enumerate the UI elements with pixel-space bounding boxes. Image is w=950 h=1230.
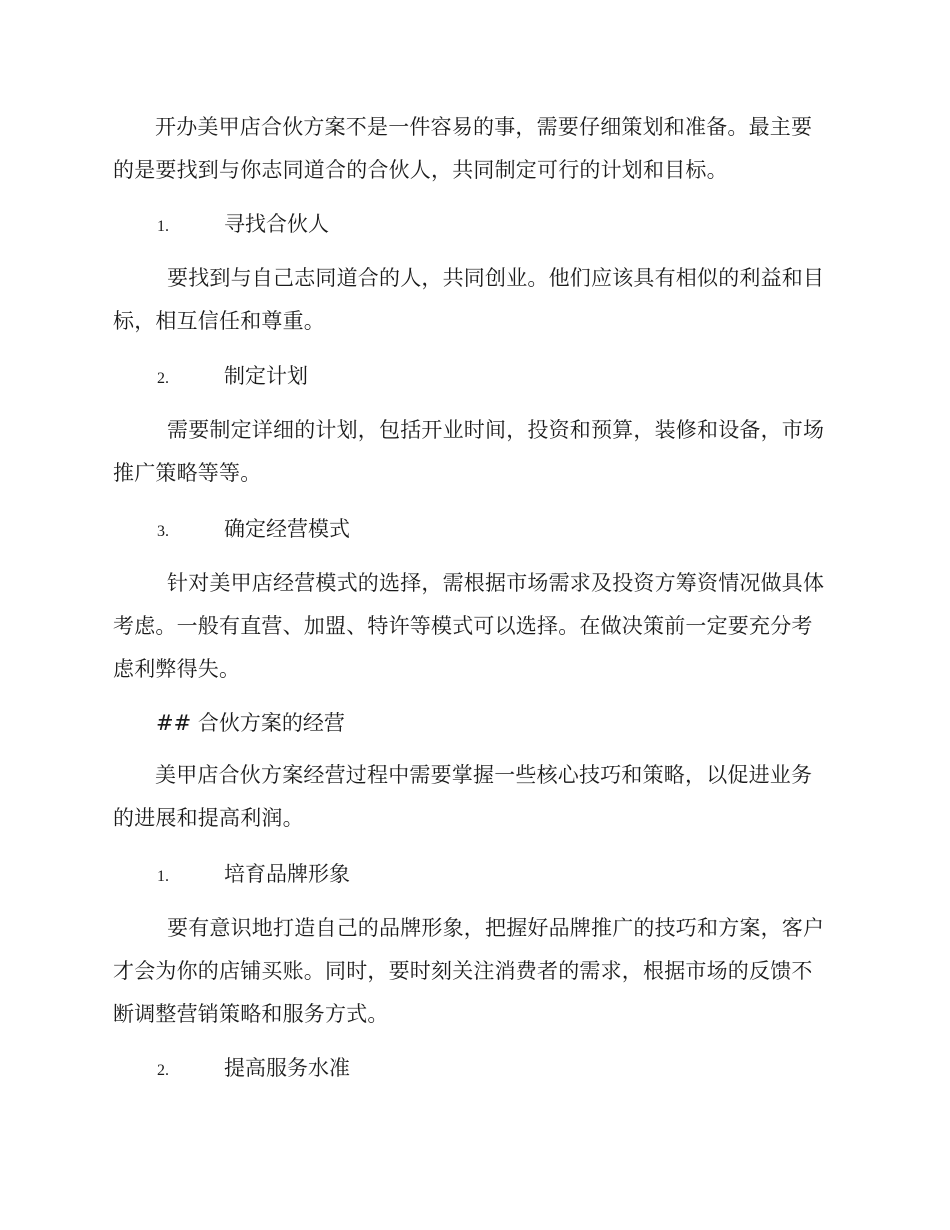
- list-item: [157, 209, 329, 239]
- list-number: 3.: [157, 523, 169, 540]
- list-title: 制定计划: [224, 364, 308, 388]
- list-item: [157, 361, 308, 391]
- list-body-paragraph: 要找到与自己志同道合的人，共同创业。他们应该具有相似的利益和目标，相互信任和尊重。: [113, 266, 825, 333]
- list-body-paragraph: 需要制定详细的计划，包括开业时间，投资和预算，装修和设备，市场推广策略等等。: [113, 418, 825, 485]
- list-body-paragraph: 针对美甲店经营模式的选择，需根据市场需求及投资方筹资情况做具体考虑。一般有直营、加盟、特许等模式可以选择。在做决策前一定要充分考虑利弊得失。: [113, 571, 825, 681]
- list-title: 寻找合伙人: [224, 212, 329, 236]
- list-item: [157, 514, 350, 544]
- list-number: 1.: [157, 868, 169, 885]
- list-item: [157, 859, 350, 889]
- list-number: 1.: [157, 218, 169, 235]
- section-heading: ## 合伙方案的经营: [156, 711, 345, 735]
- list-number: 2.: [157, 1062, 169, 1079]
- list-body-paragraph: 要有意识地打造自己的品牌形象，把握好品牌推广的技巧和方案，客户才会为你的店铺买账。同时，要时刻关注消费者的需求，根据市场的反馈不断调整营销策略和服务方式。: [113, 916, 825, 1026]
- list-title: 确定经营模式: [224, 517, 350, 541]
- section-intro-paragraph: 美甲店合伙方案经营过程中需要掌握一些核心技巧和策略，以促进业务的进展和提高利润。: [113, 763, 813, 830]
- list-title: 提高服务水准: [224, 1056, 350, 1080]
- list-number: 2.: [157, 370, 169, 387]
- list-title: 培育品牌形象: [224, 862, 350, 886]
- intro-paragraph: 开办美甲店合伙方案不是一件容易的事，需要仔细策划和准备。最主要的是要找到与你志同道合的合伙人，共同制定可行的计划和目标。: [113, 115, 813, 182]
- list-item: [157, 1053, 350, 1083]
